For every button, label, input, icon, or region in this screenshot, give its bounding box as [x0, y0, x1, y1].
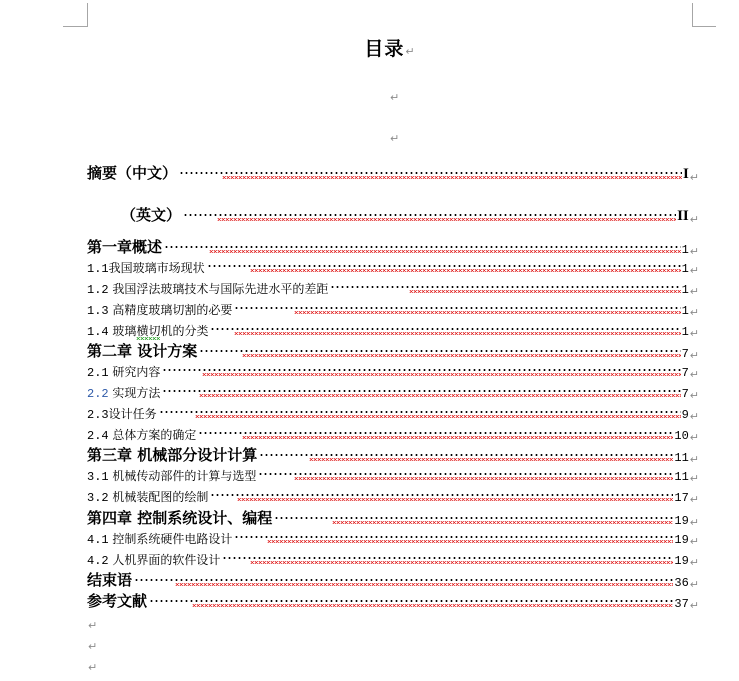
toc-entry-number: 2.4	[87, 429, 109, 443]
toc-entry[interactable]	[87, 487, 699, 505]
toc-entry-label	[87, 322, 210, 339]
paragraph-mark-icon: ↵	[689, 556, 699, 569]
toc-entry[interactable]	[87, 508, 699, 528]
toc-entry-number: 1.1	[87, 262, 109, 276]
dot-leader-dots	[330, 286, 680, 288]
paragraph-mark-icon: ↵	[689, 493, 699, 506]
toc-entry-text: 机械装配图的绘制	[108, 490, 209, 504]
toc-entry-text: 第二章 设计方案	[87, 342, 198, 360]
toc-entry-page-number: 7	[681, 347, 689, 361]
toc-entry-page-number: 1	[681, 283, 689, 297]
spelling-error-underline	[242, 354, 681, 357]
toc-entry[interactable]	[87, 591, 699, 611]
spelling-error-underline	[250, 269, 681, 272]
toc-title-text: 目录	[364, 38, 405, 60]
paragraph-mark-icon: ↵	[88, 640, 98, 653]
toc-entry-number: 2.1	[87, 366, 109, 380]
toc-entry-text: 机械传动部件的计算与选型	[108, 469, 257, 483]
spelling-error-underline	[332, 521, 673, 524]
dot-leader-dots	[199, 350, 680, 352]
toc-entry-label	[87, 488, 210, 505]
toc-entry-page-number: 7	[681, 366, 689, 380]
paragraph-mark-icon: ↵	[689, 368, 699, 381]
toc-title[interactable]	[0, 34, 739, 61]
dot-leader-dots	[274, 517, 673, 519]
toc-entry-text: 结束语	[87, 571, 133, 589]
toc-entry-page-number: 1	[681, 304, 689, 318]
toc-entry[interactable]	[87, 163, 699, 183]
dot-leader-dots	[234, 536, 673, 538]
toc-entry-label	[87, 259, 207, 276]
dot-leader-dots	[259, 454, 673, 456]
spelling-error-underline	[237, 498, 673, 501]
toc-entry[interactable]	[87, 258, 699, 276]
paragraph-mark-icon: ↵	[689, 327, 699, 340]
toc-entry-page-number: 11	[674, 470, 689, 484]
page-corner-mark-top-right	[692, 3, 716, 27]
dot-leader	[234, 304, 680, 314]
toc-entry-text: 我国浮法玻璃技术与国际先进水平的差距	[108, 282, 329, 296]
dot-leader	[159, 408, 681, 418]
dot-leader-dots	[164, 246, 681, 248]
toc-entry-label	[87, 363, 162, 380]
grammar-flagged-text: 横切	[136, 324, 161, 338]
toc-entry-label	[87, 301, 234, 318]
dot-leader-dots	[210, 328, 680, 330]
spelling-error-underline	[294, 477, 673, 480]
dot-leader	[207, 262, 681, 272]
toc-entry-label	[87, 384, 162, 401]
paragraph-mark-icon: ↵	[390, 91, 400, 104]
dot-leader-dots	[162, 390, 680, 392]
toc-entry-page-number: 19	[674, 533, 689, 547]
spelling-error-underline	[250, 561, 673, 564]
toc-entry-page-number: 11	[674, 451, 689, 465]
toc-entry-label	[87, 340, 199, 361]
paragraph-mark-icon: ↵	[390, 132, 400, 145]
paragraph-mark-icon: ↵	[689, 472, 699, 485]
paragraph-mark-icon: ↵	[689, 245, 699, 258]
toc-entry-label	[87, 530, 234, 547]
toc-entry-number: 4.1	[87, 533, 109, 547]
toc-entry-text: 第三章 机械部分设计计算	[87, 446, 258, 464]
toc-entry-page-number: 19	[674, 554, 689, 568]
spelling-error-underline	[222, 176, 682, 179]
spelling-error-underline	[242, 436, 673, 439]
toc-entry-label	[87, 467, 258, 484]
toc-entry-page-number: 1	[681, 262, 689, 276]
toc-entry-number: 2.2	[87, 387, 109, 401]
toc-entry-text: 第四章 控制系统设计、编程	[87, 509, 273, 527]
paragraph-mark-icon: ↵	[689, 410, 699, 423]
toc-entry-page-number: II	[677, 208, 689, 224]
toc-entry-label	[87, 569, 134, 590]
dot-leader-dots	[149, 600, 673, 602]
dot-leader	[234, 533, 673, 543]
empty-paragraph[interactable]	[87, 614, 97, 633]
dot-leader-dots	[258, 473, 673, 475]
paragraph-mark-icon: ↵	[689, 349, 699, 362]
empty-paragraph[interactable]	[87, 635, 97, 654]
paragraph-mark-icon: ↵	[689, 285, 699, 298]
toc-entry[interactable]	[87, 341, 699, 361]
dot-leader-dots	[162, 369, 680, 371]
dot-leader	[222, 554, 673, 564]
toc-entry-number: 1.3	[87, 304, 109, 318]
spelling-error-underline	[217, 218, 676, 221]
spelling-error-underline	[192, 604, 673, 607]
toc-entry-text: 总体方案的确定	[108, 428, 197, 442]
dot-leader	[162, 366, 680, 376]
toc-entry-label	[87, 426, 198, 443]
toc-entry[interactable]	[87, 466, 699, 484]
toc-entry-label	[87, 280, 330, 297]
toc-entry[interactable]	[87, 279, 699, 297]
paragraph-mark-icon: ↵	[689, 264, 699, 277]
dot-leader	[274, 514, 673, 524]
dot-leader	[164, 243, 681, 253]
paragraph-mark-icon: ↵	[689, 431, 699, 444]
spelling-error-underline	[175, 583, 673, 586]
spelling-error-underline	[202, 373, 681, 376]
toc-entry-text: 玻璃	[108, 324, 137, 338]
dot-leader	[330, 283, 680, 293]
toc-entry[interactable]	[87, 529, 699, 547]
toc-entry[interactable]	[87, 404, 699, 422]
dot-leader	[210, 325, 680, 335]
toc-entry[interactable]	[87, 550, 699, 568]
toc-entry-page-number: 17	[674, 491, 689, 505]
toc-entry-text: （英文）	[121, 206, 182, 224]
toc-entry-page-number: 1	[681, 325, 689, 339]
toc-entry[interactable]	[87, 362, 699, 380]
page-corner-mark-top-left	[63, 3, 88, 27]
dot-leader-dots	[179, 172, 682, 174]
toc-entry-number: 1.2	[87, 283, 109, 297]
toc-entry-number: 4.2	[87, 554, 109, 568]
dot-leader-dots	[234, 307, 680, 309]
toc-entry-text: 实现方法	[108, 386, 161, 400]
toc-entry-page-number: 10	[674, 429, 689, 443]
toc-entry[interactable]	[87, 321, 699, 339]
dot-leader	[199, 347, 680, 357]
dot-leader-dots	[198, 432, 673, 434]
toc-entry-text: 研究内容	[108, 365, 161, 379]
dot-leader-dots	[183, 214, 676, 216]
dot-leader	[149, 597, 673, 607]
paragraph-mark-icon: ↵	[689, 389, 699, 402]
toc-entry-label	[87, 551, 222, 568]
paragraph-mark-icon: ↵	[689, 599, 699, 612]
paragraph-mark-icon: ↵	[88, 619, 98, 632]
toc-entry-label	[87, 507, 274, 528]
toc-entry-text: 参考文献	[87, 592, 148, 610]
toc-entry-label	[87, 405, 159, 422]
toc-entry-text: 设计任务	[108, 407, 157, 421]
toc-entry-number: 2.3	[87, 408, 109, 422]
toc-entry[interactable]	[87, 445, 699, 465]
paragraph-mark-icon: ↵	[689, 453, 699, 466]
toc-entry-text: 机的分类	[160, 324, 209, 338]
dot-leader	[162, 387, 680, 397]
toc-entry-page-number: 9	[681, 408, 689, 422]
paragraph-mark-icon: ↵	[689, 516, 699, 529]
toc-entry-label	[87, 444, 259, 465]
paragraph-mark-icon: ↵	[689, 213, 699, 226]
paragraph-mark-icon: ↵	[405, 45, 416, 58]
spelling-error-underline	[209, 250, 681, 253]
toc-entry-text: 控制系统硬件电路设计	[108, 532, 233, 546]
toc-entry[interactable]	[87, 425, 699, 443]
paragraph-mark-icon: ↵	[88, 661, 98, 674]
empty-paragraph[interactable]	[389, 127, 399, 146]
paragraph-mark-icon: ↵	[689, 171, 699, 184]
toc-entry-number: 3.2	[87, 491, 109, 505]
toc-entry-label	[87, 236, 164, 257]
toc-entry-page-number: 19	[674, 514, 689, 528]
toc-entry-page-number: I	[682, 166, 689, 182]
dot-leader	[183, 211, 676, 221]
spelling-error-underline	[309, 458, 673, 461]
toc-entry-page-number: 7	[681, 387, 689, 401]
toc-entry[interactable]	[87, 383, 699, 401]
toc-entry-text: 摘要（中文）	[87, 164, 178, 182]
spelling-error-underline	[409, 290, 681, 293]
dot-leader	[259, 451, 673, 461]
dot-leader	[210, 491, 673, 501]
dot-leader-dots	[134, 579, 673, 581]
dot-leader-dots	[159, 411, 681, 413]
toc-entry-page-number: 36	[674, 576, 689, 590]
spelling-error-underline	[294, 311, 681, 314]
dot-leader	[134, 576, 673, 586]
dot-leader	[179, 169, 682, 179]
empty-paragraph[interactable]	[389, 86, 399, 105]
spelling-error-underline	[195, 415, 681, 418]
dot-leader-dots	[210, 494, 673, 496]
toc-entry-page-number: 37	[674, 597, 689, 611]
toc-entry[interactable]	[87, 237, 699, 257]
toc-entry-page-number: 1	[681, 243, 689, 257]
toc-entry-label	[87, 162, 179, 183]
dot-leader	[198, 429, 673, 439]
paragraph-mark-icon: ↵	[689, 535, 699, 548]
toc-entry-number: 1.4	[87, 325, 109, 339]
paragraph-mark-icon: ↵	[689, 306, 699, 319]
toc-entry-number: 3.1	[87, 470, 109, 484]
paragraph-mark-icon: ↵	[689, 578, 699, 591]
empty-paragraph[interactable]	[87, 656, 97, 675]
toc-entry[interactable]	[121, 205, 699, 225]
toc-entry-text: 高精度玻璃切割的必要	[108, 303, 233, 317]
toc-entry-label	[87, 590, 149, 611]
toc-entry-text: 我国玻璃市场现状	[108, 261, 205, 275]
toc-entry[interactable]	[87, 570, 699, 590]
spelling-error-underline	[199, 394, 681, 397]
dot-leader-dots	[222, 557, 673, 559]
toc-entry[interactable]	[87, 300, 699, 318]
toc-entry-text: 第一章概述	[87, 238, 163, 256]
toc-entry-label	[121, 204, 183, 225]
dot-leader	[258, 470, 673, 480]
toc-entry-text: 人机界面的软件设计	[108, 553, 221, 567]
spelling-error-underline	[267, 540, 673, 543]
spelling-error-underline	[234, 332, 681, 335]
dot-leader-dots	[207, 265, 681, 267]
